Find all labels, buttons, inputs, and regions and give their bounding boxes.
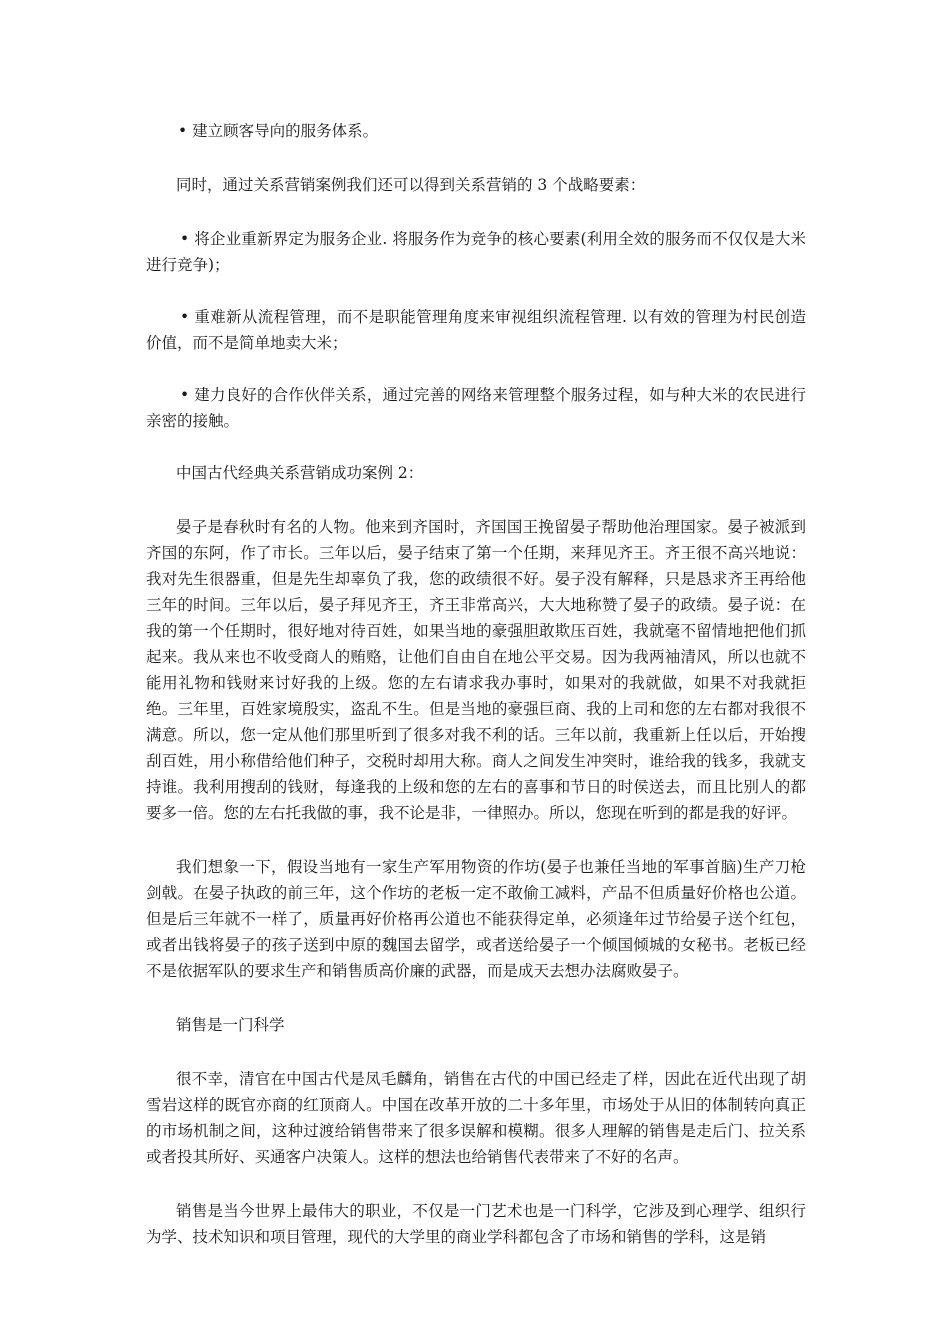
bullet-paragraph: • 重难新从流程管理，而不是职能管理角度来审视组织流程管理. 以有效的管理为村民创造价值，而不是简单地卖大米； bbox=[146, 308, 806, 352]
section-heading: 销售是一门科学 bbox=[176, 1016, 285, 1034]
document-body bbox=[146, 118, 806, 1278]
body-paragraph: 晏子是春秋时有名的人物。他来到齐国时，齐国国王挽留晏子帮助他治理国家。晏子被派到齐国的东阿，作了市长。三年以后，晏子结束了第一个任期，来拜见齐王。齐王很不高兴地说：我对先生很器重，但是先生却辜负了我，您的政绩很不好。晏子没有解释，只是恳求齐王再给他三年的时间。三年以后，晏子拜见齐王，齐王非常高兴，大大地称赞了晏子的政绩。晏子说：在我的第一个任期时，很好地对待百姓，如果当地的豪强胆敢欺压百姓，我就毫不留情地把他们抓起来。我从来也不收受商人的贿赂，让他们自由自在地公平交易。因为我两袖清风，所以也就不能用礼物和钱财来讨好我的上级。您的左右请求我办事时，如果对的我就做，如果不对我就拒绝。三年里，百姓家境殷实，盗乱不生。但是当地的豪强巨商、我的上司和您的左右都对我很不满意。所以，您一定从他们那里听到了很多对我不利的话。三年以前，我重新上任以后，开始搜刮百姓，用小称借给他们种子，交税时却用大称。商人之间发生冲突时，谁给我的钱多，我就支持谁。我利用搜刮的钱财，每逢我的上级和您的左右的喜事和节日的时侯送去，而且比别人的都要多一倍。您的左右托我做的事，我不论是非，一律照办。所以，您现在听到的都是我的好评。 bbox=[146, 518, 806, 822]
body-paragraph: 很不幸，清官在中国古代是凤毛麟角，销售在古代的中国已经走了样，因此在近代出现了胡雪岩这样的既官亦商的红顶商人。中国在改革开放的二十多年里，市场处于从旧的体制转向真正的市场机制之间，这种过渡给销售带来了很多误解和模糊。很多人理解的销售是走后门、拉关系或者投其所好、买通客户决策人。这样的想法也给销售代表带来了不好的名声。 bbox=[146, 1070, 806, 1166]
bullet-paragraph: • 建力良好的合作伙伴关系，通过完善的网络来管理整个服务过程，如与种大米的农民进行亲密的接触。 bbox=[146, 386, 806, 430]
bullet-paragraph: • 将企业重新界定为服务企业. 将服务作为竞争的核心要素(利用全效的服务而不仅仅是大米进行竞争)； bbox=[146, 230, 806, 274]
body-paragraph: 同时，通过关系营销案例我们还可以得到关系营销的 3 个战略要素： bbox=[176, 176, 646, 194]
bullet-paragraph: • 建立顾客导向的服务体系。 bbox=[178, 122, 379, 140]
body-paragraph: 我们想象一下，假设当地有一家生产军用物资的作坊(晏子也兼任当地的军事首脑)生产刀枪剑戟。在晏子执政的前三年，这个作坊的老板一定不敢偷工减料，产品不但质量好价格也公道。但是后三年就不一样了，质量再好价格再公道也不能获得定单，必须逢年过节给晏子送个红包，或者出钱将晏子的孩子送到中原的魏国去留学，或者送给晏子一个倾国倾城的女秘书。老板已经不是依据军队的要求生产和销售质高价廉的武器，而是成天去想办法腐败晏子。 bbox=[146, 858, 806, 980]
body-paragraph: 销售是当今世界上最伟大的职业，不仅是一门艺术也是一门科学，它涉及到心理学、组织行为学、技术知识和项目管理，现代的大学里的商业学科都包含了市场和销售的学科，这是销 bbox=[146, 1202, 806, 1246]
section-heading: 中国古代经典关系营销成功案例 2： bbox=[176, 464, 424, 482]
